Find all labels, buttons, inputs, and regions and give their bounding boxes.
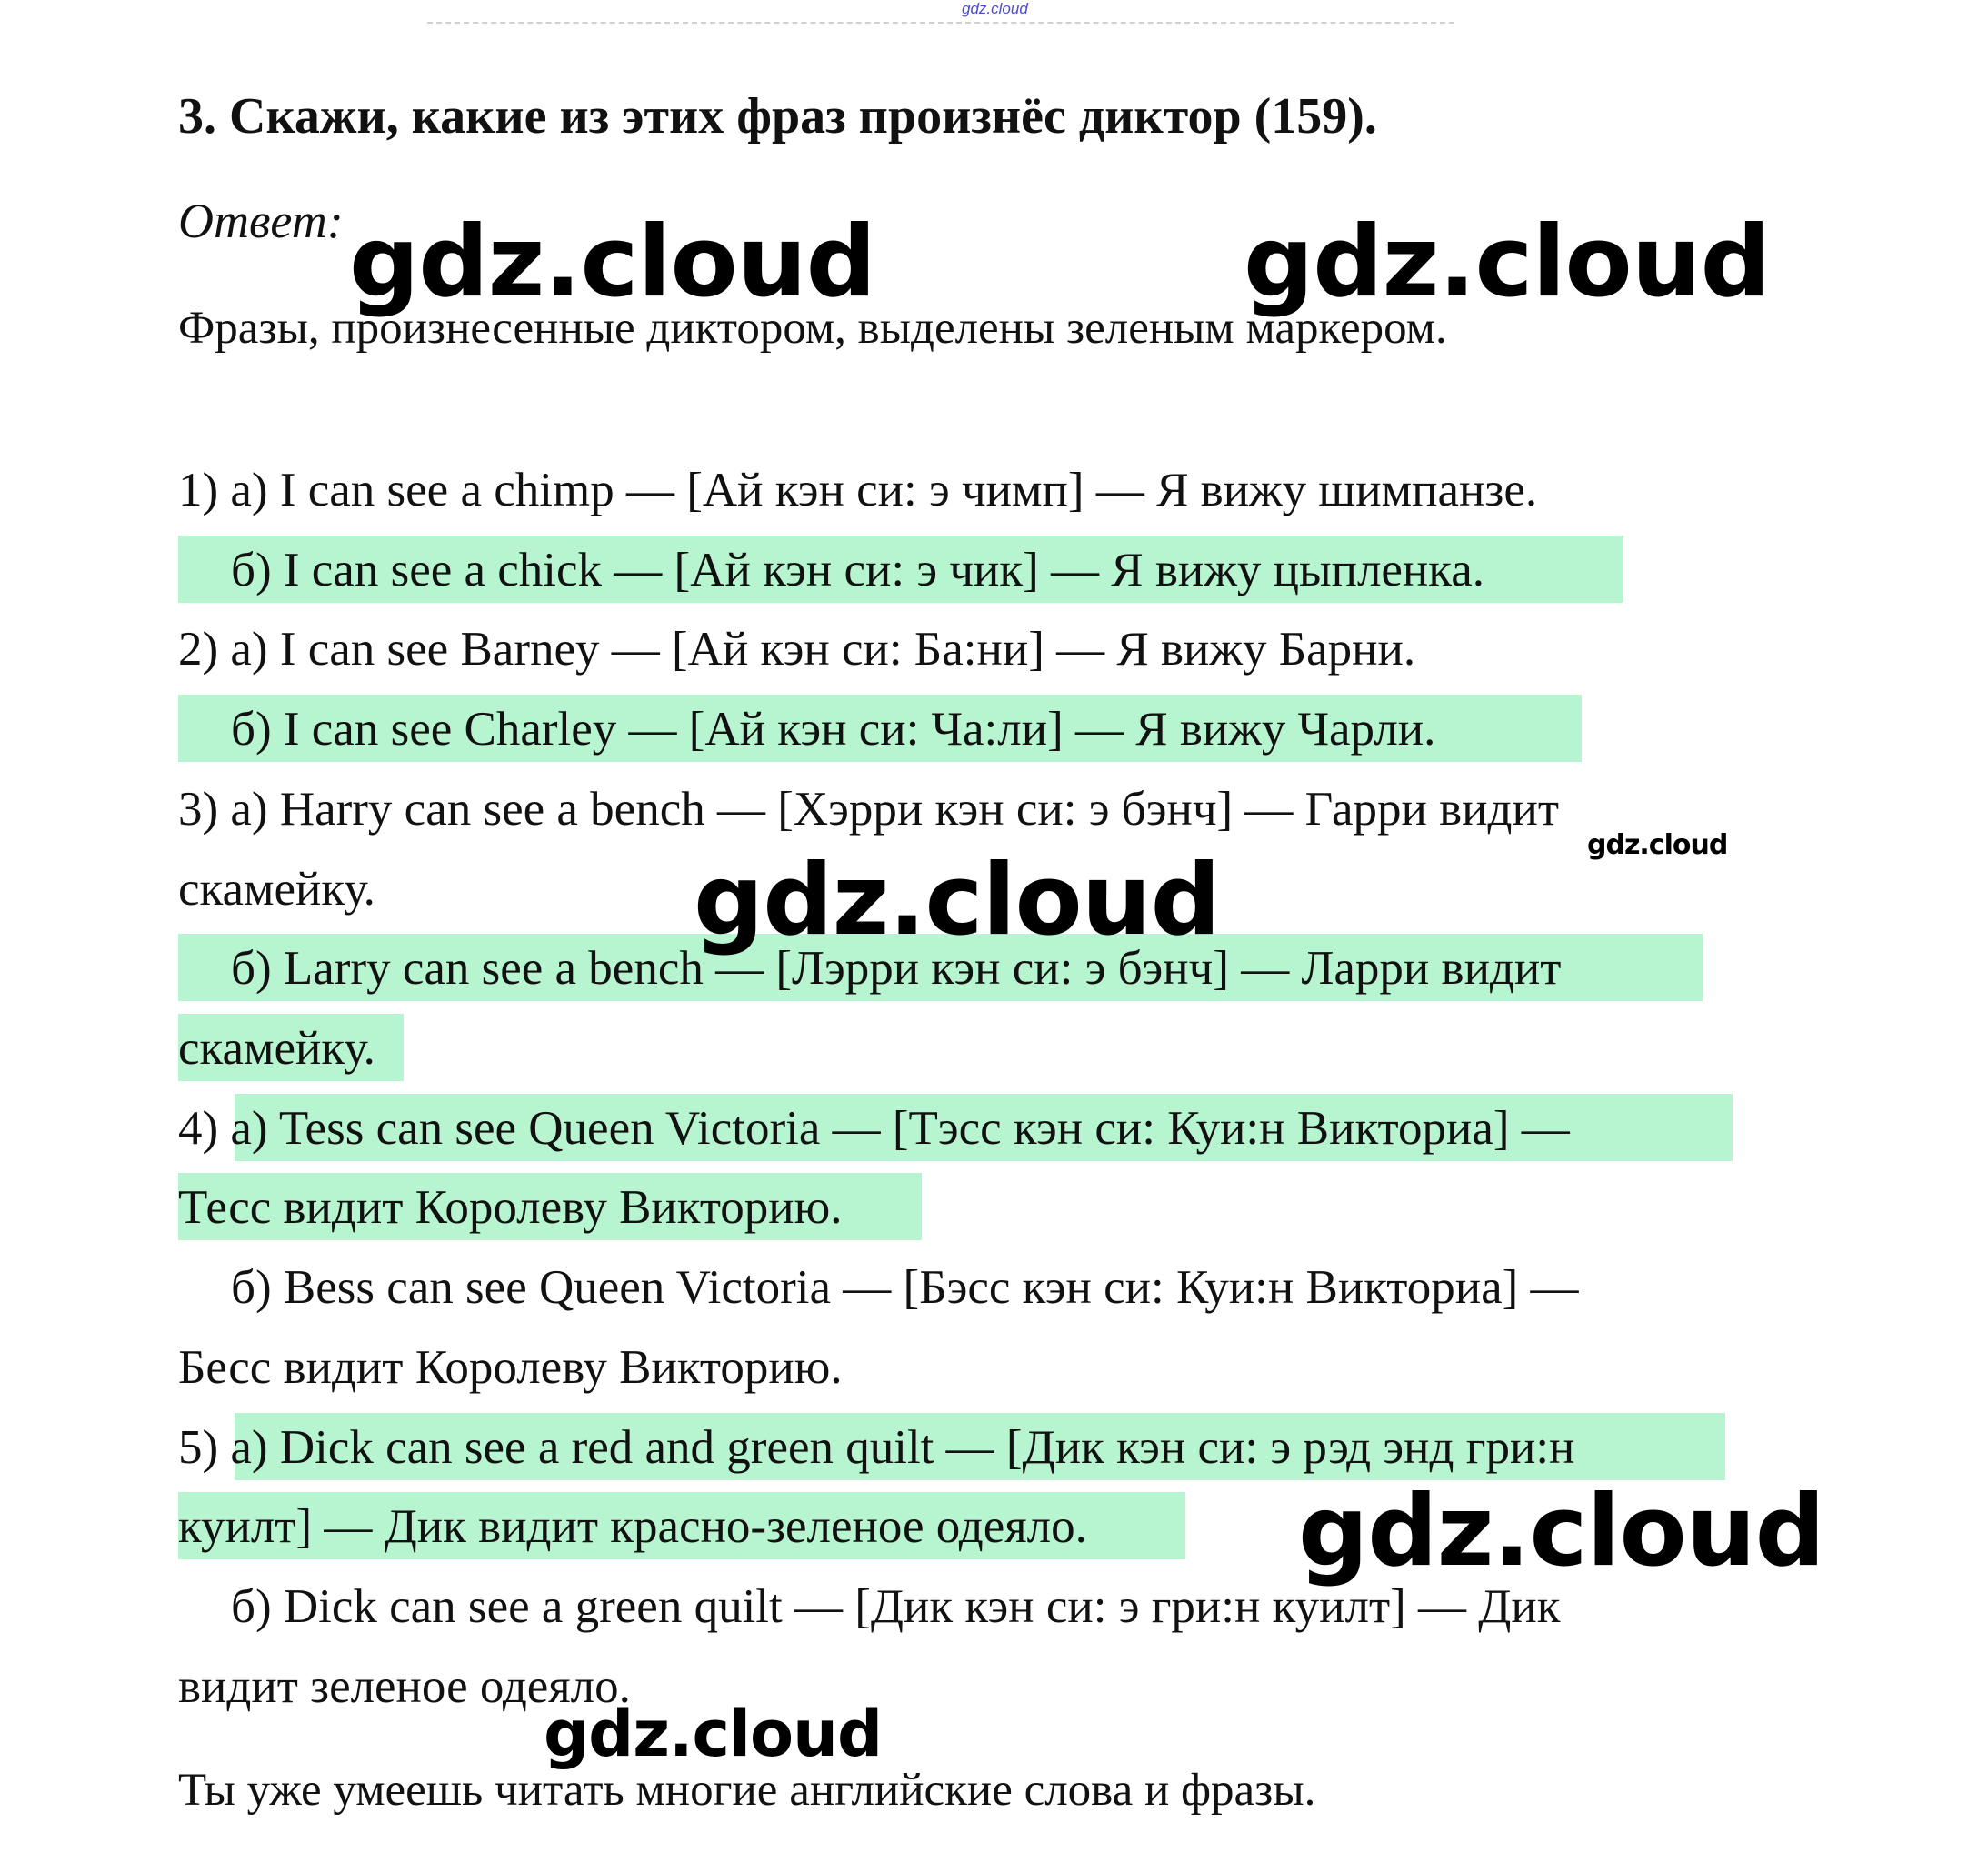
line-5b-cont: видит зеленое одеяло. — [178, 1660, 631, 1713]
line-2a: 2) a) I can see Barney — [Ай кэн си: Ба:ни] — Я вижу Барни. — [178, 623, 1416, 676]
intro-text: Фразы, произнесенные диктором, выделены зеленым маркером. — [178, 303, 1447, 354]
watermark: gdz.cloud — [694, 844, 1220, 957]
line-3a-cont: скамейку. — [178, 863, 375, 916]
line-5b: б) Dick can see a green quilt — [Дик кэн си: э гри:н куилт] — Дик — [231, 1580, 1561, 1633]
exercise-heading: 3. Скажи, какие из этих фраз произнёс диктор (159). — [178, 88, 1377, 145]
line-3b: б) Larry can see a bench — [Лэрри кэн си: э бэнч] — Ларри видит — [231, 942, 1562, 995]
line-4a-cont: Тесс видит Королеву Викторию. — [178, 1181, 843, 1234]
watermark: gdz.cloud — [1587, 829, 1728, 861]
watermark: gdz.cloud — [1244, 205, 1770, 319]
line-5a: 5) a) Dick can see a red and green quilt — [Дик кэн си: э рэд энд гри:н — [178, 1421, 1575, 1474]
line-3a: 3) a) Harry can see a bench — [Хэрри кэн си: э бэнч] — Гарри видит — [178, 783, 1559, 836]
line-4a: 4) a) Tess can see Queen Victoria — [Тэсс кэн си: Куи:н Викториа] — — [178, 1102, 1570, 1155]
line-2b: б) I can see Charley — [Ай кэн си: Ча:ли] — Я вижу Чарли. — [231, 703, 1436, 756]
watermark: gdz.cloud — [1298, 1475, 1824, 1588]
line-5a-cont: куилт] — Дик видит красно-зеленое одеяло. — [178, 1500, 1087, 1553]
line-4b: б) Bess can see Queen Victoria — [Бэсс кэн си: Куи:н Викториа] — — [231, 1261, 1579, 1314]
watermark: gdz.cloud — [544, 1697, 883, 1771]
line-3b-cont: скамейку. — [178, 1022, 375, 1075]
top-divider — [427, 22, 1454, 25]
line-1b: б) I can see a chick — [Ай кэн си: э чик] — Я вижу цыпленка. — [231, 544, 1485, 596]
answer-label: Ответ: — [178, 194, 344, 248]
top-watermark: gdz.cloud — [962, 0, 1028, 17]
watermark: gdz.cloud — [349, 205, 875, 319]
line-4b-cont: Бесс видит Королеву Викторию. — [178, 1341, 843, 1394]
line-1a: 1) a) I can see a chimp — [Ай кэн си: э чимп] — Я вижу шимпанзе. — [178, 464, 1538, 516]
closing-text: Ты уже умеешь читать многие английские слова и фразы. — [178, 1765, 1316, 1816]
